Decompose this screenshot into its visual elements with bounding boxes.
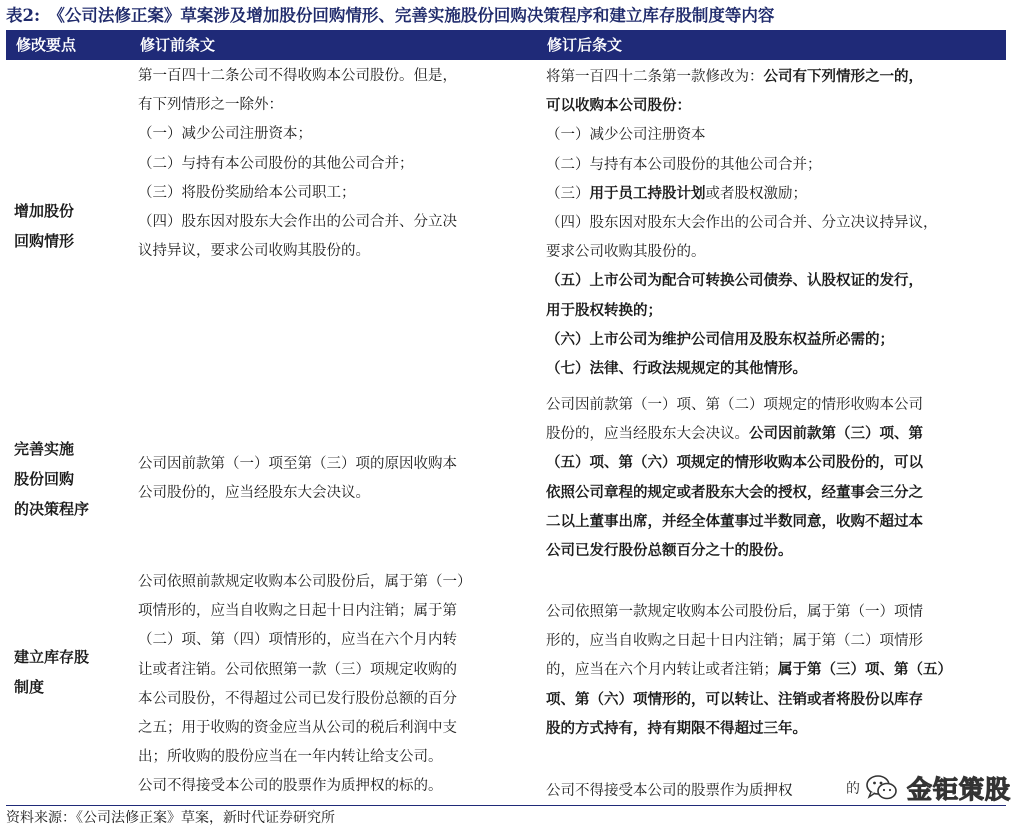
text-span-bold: （五）上市公司为配合可转换公司债券、认股权证的发行， xyxy=(546,272,923,290)
text-span-bold: （五）项、第（六）项规定的情形收购本公司股份的，可以 xyxy=(546,454,923,472)
point-line: 建立库存股 xyxy=(14,648,90,666)
wechat-icon xyxy=(865,773,899,803)
text-line xyxy=(546,448,1001,477)
text-line: 公司股份的，应当经股东大会决议。 xyxy=(138,485,370,502)
text-span-bold: 用于员工持股计划 xyxy=(589,184,706,202)
source-note: 资料来源：《公司法修正案》草案，新时代证券研究所 xyxy=(6,810,335,826)
text-span-bold: 属于第（三）项、第（五） xyxy=(778,661,952,679)
header-point: 修改要点 xyxy=(16,36,77,54)
text-span: 将第一百四十二条第一款修改为： xyxy=(546,69,764,85)
text-line xyxy=(546,237,1001,266)
header-before: 修订前条文 xyxy=(140,36,216,54)
text-span-bold: 公司已发行股份总额百分之十的股份。 xyxy=(546,541,793,559)
text-line: 公司依照前款规定收购本公司股份后，属于第（一） xyxy=(138,574,472,590)
header-after: 修订后条文 xyxy=(547,36,623,54)
text-line xyxy=(546,536,1001,565)
text-line xyxy=(546,91,1001,120)
row-3-point xyxy=(14,642,124,702)
text-span-bold: 二以上董事出席，并经全体董事过半数同意，收购不超过本 xyxy=(546,512,923,530)
row-2-point xyxy=(14,434,124,524)
text-line xyxy=(546,478,1001,507)
text-span: （一）减少公司注册资本 xyxy=(546,127,706,144)
text-line: 项情形的，应当自收购之日起十日内注销；属于第 xyxy=(138,603,457,620)
text-line: （四）股东因对股东大会作出的公司合并、分立决 xyxy=(138,213,457,230)
text-line xyxy=(546,626,1001,655)
text-span: （三） xyxy=(546,185,590,202)
text-span: 股份的，应当经股东大会决议。 xyxy=(546,426,749,443)
text-line xyxy=(546,120,1001,149)
table-title: 表2: 《公司法修正案》草案涉及增加股份回购情形、完善实施股份回购决策程序和建立库存股制度等内容 xyxy=(6,6,775,25)
text-line: 之五；用于收购的资金应当从公司的税后利润中支 xyxy=(138,719,457,736)
text-line xyxy=(546,597,1001,626)
point-line: 完善实施 xyxy=(14,440,75,458)
text-span: （二）与持有本公司股份的其他公司合并； xyxy=(546,156,822,173)
text-span-bold: （六）上市公司为维护公司信用及股东权益所必需的； xyxy=(546,330,894,348)
text-line: 本公司股份，不得超过公司已发行股份总额的百分 xyxy=(138,690,457,707)
table-header xyxy=(6,30,1006,60)
text-line xyxy=(546,390,1001,419)
watermark-text: 金钜策股 xyxy=(907,775,1012,804)
text-line xyxy=(546,354,1001,383)
text-line: （三）将股份奖励给本公司职工； xyxy=(138,184,356,201)
point-line: 制度 xyxy=(14,678,45,696)
text-line xyxy=(546,655,1001,684)
text-span: 公司因前款第（一）项、第（二）项规定的情形收购本公司 xyxy=(546,397,923,413)
row-3-after xyxy=(546,597,1001,743)
text-span-bold: 股的方式持有，持有期限不得超过三年。 xyxy=(546,719,807,737)
text-line: （二）项、第（四）项情形的，应当在六个月内转 xyxy=(138,632,457,649)
point-line: 股份回购 xyxy=(14,470,75,488)
text-line xyxy=(546,266,1001,295)
watermark-partial-text: 的 xyxy=(846,781,861,797)
text-span-bold: 项、第（六）项情形的，可以转让、注销或者将股份以库存 xyxy=(546,690,923,708)
text-line xyxy=(546,150,1001,179)
row-2-before xyxy=(138,450,530,508)
text-line: （一）减少公司注册资本； xyxy=(138,126,312,143)
point-line: 回购情形 xyxy=(14,232,75,250)
text-span-bold: 依照公司章程的规定或者股东大会的授权，经董事会三分之 xyxy=(546,483,923,501)
text-span: 的，应当在六个月内转让或者注销； xyxy=(546,662,778,679)
text-line: 让或者注销。公司依照第一款（三）项规定收购的 xyxy=(138,661,457,678)
text-line xyxy=(546,685,1001,714)
text-span-bold: 可以收购本公司股份： xyxy=(546,97,691,115)
row-1-after xyxy=(546,62,1001,383)
row-1-point xyxy=(14,196,124,256)
text-span: 要求公司收购其股份的。 xyxy=(546,244,706,261)
text-span: 公司依照第一款规定收购本公司股份后，属于第（一）项情 xyxy=(546,604,923,620)
text-line xyxy=(546,714,1001,743)
text-span-bold: 用于股权转换的； xyxy=(546,301,662,319)
text-span: 公司不得接受本公司的股票作为质押权 xyxy=(546,783,793,799)
text-line xyxy=(546,179,1001,208)
text-line: 议持异议，要求公司收购其股份的。 xyxy=(138,243,370,260)
text-line xyxy=(546,296,1001,325)
row-3-before xyxy=(138,568,530,802)
text-span-bold: 公司因前款第（三）项、第 xyxy=(749,425,923,443)
text-line: 公司因前款第（一）项至第（三）项的原因收购本 xyxy=(138,456,457,472)
text-line: （二）与持有本公司股份的其他公司合并； xyxy=(138,155,414,172)
point-line: 增加股份 xyxy=(14,202,75,220)
text-span-bold: （七）法律、行政法规规定的其他情形。 xyxy=(546,359,807,377)
text-span: 或者股权激励； xyxy=(705,185,807,202)
text-span-bold: 公司有下列情形之一的， xyxy=(763,68,923,85)
text-span: （四）股东因对股东大会作出的公司合并、分立决议持异议， xyxy=(546,214,938,231)
text-line xyxy=(546,208,1001,237)
text-line xyxy=(546,62,1001,91)
text-line: 公司不得接受本公司的股票作为质押权的标的。 xyxy=(138,778,443,795)
text-line: 有下列情形之一除外： xyxy=(138,97,283,114)
text-line: 出；所收购的股份应当在一年内转让给支公司。 xyxy=(138,749,443,766)
text-line xyxy=(546,419,1001,448)
watermark xyxy=(846,766,1011,810)
text-line: 第一百四十二条公司不得收购本公司股份。但是， xyxy=(138,68,457,84)
text-line xyxy=(546,507,1001,536)
text-span: 形的，应当自收购之日起十日内注销；属于第（二）项情形 xyxy=(546,633,923,650)
text-line xyxy=(546,325,1001,354)
row-2-after xyxy=(546,390,1001,565)
point-line: 的决策程序 xyxy=(14,500,90,518)
row-1-before xyxy=(138,62,530,266)
